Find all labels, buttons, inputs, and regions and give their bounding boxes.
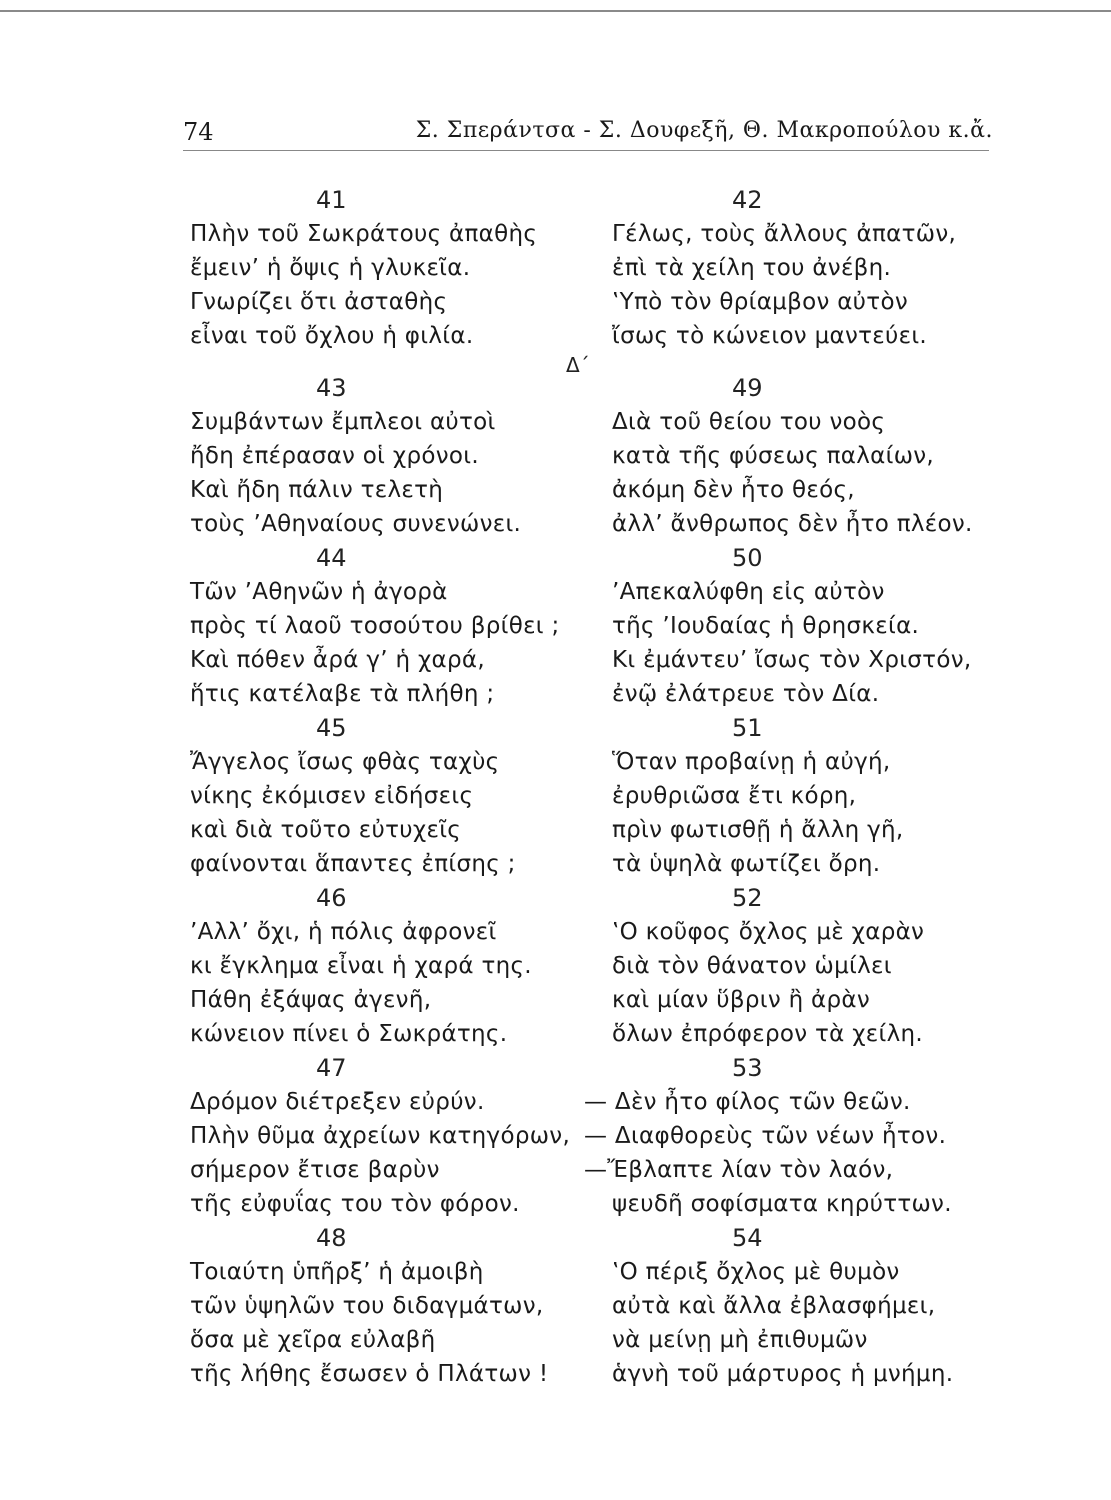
stanza-53 xyxy=(584,1051,992,1221)
stanza-number: 54 xyxy=(732,1224,763,1252)
stanza-45 xyxy=(190,711,580,881)
verse-line: καὶ μίαν ὕβριν ἢ ἀρὰν xyxy=(612,987,871,1013)
verse-line: —Ἔβλαπτε λίαν τὸν λαόν, xyxy=(584,1157,894,1183)
verse-line: ‛Ο κοῦφος ὄχλος μὲ χαρὰν xyxy=(612,919,925,945)
verse-line: Γέλως, τοὺς ἄλλους ἀπατῶν, xyxy=(612,221,957,247)
verse-line: νίκης ἐκόμισεν εἰδήσεις xyxy=(190,783,474,809)
verse-line: Ὅταν προβαίνῃ ἡ αὐγή, xyxy=(612,749,891,775)
stanza-44 xyxy=(190,541,580,711)
stanza-number: 52 xyxy=(732,884,763,912)
verse-line: φαίνονται ἅπαντες ἐπίσης ; xyxy=(190,851,516,877)
stanza-47 xyxy=(190,1051,580,1221)
verse-line: ‛Ο πέριξ ὄχλος μὲ θυμὸν xyxy=(612,1259,900,1285)
verse-line: Πλὴν θῦμα ἀχρείων κατηγόρων, xyxy=(190,1123,571,1149)
running-head: Σ. Σπεράντσα - Σ. Δουφεξῆ, Θ. Μακροπούλου κ.ἄ. xyxy=(415,118,993,143)
left-column xyxy=(190,183,580,1391)
verse-line: αὐτὰ καὶ ἄλλα ἐβλασφήμει, xyxy=(612,1293,936,1319)
verse-line: ’Αλλ’ ὄχι, ἡ πόλις ἀφρονεῖ xyxy=(190,919,497,945)
verse-line: Πάθη ἐξάψας ἀγενῆ, xyxy=(190,987,432,1013)
stanza-42 xyxy=(612,183,992,353)
verse-line: τῆς εὐφυΐας του τὸν φόρον. xyxy=(190,1191,520,1217)
verse-line: ἴσως τὸ κώνειον μαντεύει. xyxy=(612,323,928,349)
stanza-43 xyxy=(190,371,580,541)
verse-line: τῶν ὑψηλῶν του διδαγμάτων, xyxy=(190,1293,544,1319)
verse-line: πρὶν φωτισθῇ ἡ ἄλλη γῆ, xyxy=(612,817,904,843)
verse-line: τῆς λήθης ἔσωσεν ὁ Πλάτων ! xyxy=(190,1361,549,1387)
verse-line: ἀκόμη δὲν ἦτο θεός, xyxy=(612,477,855,503)
stanza-number: 43 xyxy=(316,374,347,402)
verse-line: ἤδη ἐπέρασαν οἱ χρόνοι. xyxy=(190,443,479,469)
verse-line: Τοιαύτη ὑπῆρξ’ ἡ ἀμοιβὴ xyxy=(190,1259,484,1285)
verse-line: Συμβάντων ἔμπλεοι αὐτοὶ xyxy=(190,409,496,435)
stanza-number: 46 xyxy=(316,884,347,912)
verse-line: Κι ἐμάντευ’ ἴσως τὸν Χριστόν, xyxy=(612,647,972,673)
verse-line: πρὸς τί λαοῦ τοσούτου βρίθει ; xyxy=(190,613,560,639)
stanza-number: 53 xyxy=(732,1054,763,1082)
verse-line: τοὺς ’Αθηναίους συνενώνει. xyxy=(190,511,522,537)
stanza-number: 48 xyxy=(316,1224,347,1252)
stanza-48 xyxy=(190,1221,580,1391)
right-column xyxy=(584,183,992,1391)
verse-line: Καὶ πόθεν ἆρά γ’ ἡ χαρά, xyxy=(190,647,485,673)
stanza-number: 44 xyxy=(316,544,347,572)
section-marker: Δ΄ xyxy=(566,353,590,377)
verse-line: κατὰ τῆς φύσεως παλαίων, xyxy=(612,443,935,469)
stanza-number: 45 xyxy=(316,714,347,742)
verse-line: Καὶ ἤδη πάλιν τελετὴ xyxy=(190,477,444,503)
verse-line: κώνειον πίνει ὁ Σωκράτης. xyxy=(190,1021,508,1047)
verse-line: ἐρυθριῶσα ἔτι κόρη, xyxy=(612,783,857,809)
verse-line: ’Απεκαλύφθη εἰς αὐτὸν xyxy=(612,579,885,605)
stanza-number: 42 xyxy=(732,186,763,214)
stanza-52 xyxy=(612,881,992,1051)
stanza-41 xyxy=(190,183,580,353)
verse-line: τῆς ’Ιουδαίας ἡ θρησκεία. xyxy=(612,613,920,639)
verse-line: ἐπὶ τὰ χείλη του ἀνέβη. xyxy=(612,255,892,281)
verse-line: ἁγνὴ τοῦ μάρτυρος ἡ μνήμη. xyxy=(612,1361,954,1387)
verse-line: καὶ διὰ τοῦτο εὐτυχεῖς xyxy=(190,817,462,843)
stanza-50 xyxy=(612,541,992,711)
verse-line: σήμερον ἔτισε βαρὺν xyxy=(190,1157,440,1183)
verse-line: Ἄγγελος ἴσως φθὰς ταχὺς xyxy=(190,749,500,775)
stanza-number: 41 xyxy=(316,186,347,214)
stanza-54 xyxy=(612,1221,992,1391)
verse-line: ἀλλ’ ἄνθρωπος δὲν ἦτο πλέον. xyxy=(612,511,973,537)
verse-line: ὅλων ἐπρόφερον τὰ χείλη. xyxy=(612,1021,924,1047)
verse-line: ἔμειν’ ἡ ὄψις ἡ γλυκεῖα. xyxy=(190,255,471,281)
verse-line: Γνωρίζει ὅτι ἀσταθὴς xyxy=(190,289,448,315)
verse-line: κι ἔγκλημα εἶναι ἡ χαρά της. xyxy=(190,953,532,979)
verse-line: ‛Υπὸ τὸν θρίαμβον αὐτὸν xyxy=(612,289,908,315)
verse-line: ἥτις κατέλαβε τὰ πλήθη ; xyxy=(190,681,495,707)
verse-line: τὰ ὑψηλὰ φωτίζει ὄρη. xyxy=(612,851,881,877)
verse-line: διὰ τὸν θάνατον ὡμίλει xyxy=(612,953,892,979)
verse-line: Δρόμον διέτρεξεν εὐρύν. xyxy=(190,1089,485,1115)
verse-line: ὅσα μὲ χεῖρα εὐλαβῆ xyxy=(190,1327,436,1353)
header-rule xyxy=(183,150,989,151)
page-number: 74 xyxy=(183,118,214,146)
stanza-46 xyxy=(190,881,580,1051)
stanza-number: 51 xyxy=(732,714,763,742)
verse-line: ψευδῆ σοφίσματα κηρύττων. xyxy=(612,1191,952,1217)
stanza-number: 49 xyxy=(732,374,763,402)
verse-line: Διὰ τοῦ θείου του νοὸς xyxy=(612,409,886,435)
stanza-number: 47 xyxy=(316,1054,347,1082)
stanza-number: 50 xyxy=(732,544,763,572)
verse-line: ἐνῷ ἐλάτρευε τὸν Δία. xyxy=(612,681,880,707)
verse-line: — Δὲν ἦτο φίλος τῶν θεῶν. xyxy=(584,1089,911,1115)
verse-line: νὰ μείνῃ μὴ ἐπιθυμῶν xyxy=(612,1327,868,1353)
verse-line: — Διαφθορεὺς τῶν νέων ἦτον. xyxy=(584,1123,947,1149)
verse-line: Τῶν ’Αθηνῶν ἡ ἀγορὰ xyxy=(190,579,448,605)
verse-line: Πλὴν τοῦ Σωκράτους ἀπαθὴς xyxy=(190,221,538,247)
verse-line: εἶναι τοῦ ὄχλου ἡ φιλία. xyxy=(190,323,474,349)
top-border-rule xyxy=(0,10,1111,12)
stanza-51 xyxy=(612,711,992,881)
stanza-49 xyxy=(612,371,992,541)
